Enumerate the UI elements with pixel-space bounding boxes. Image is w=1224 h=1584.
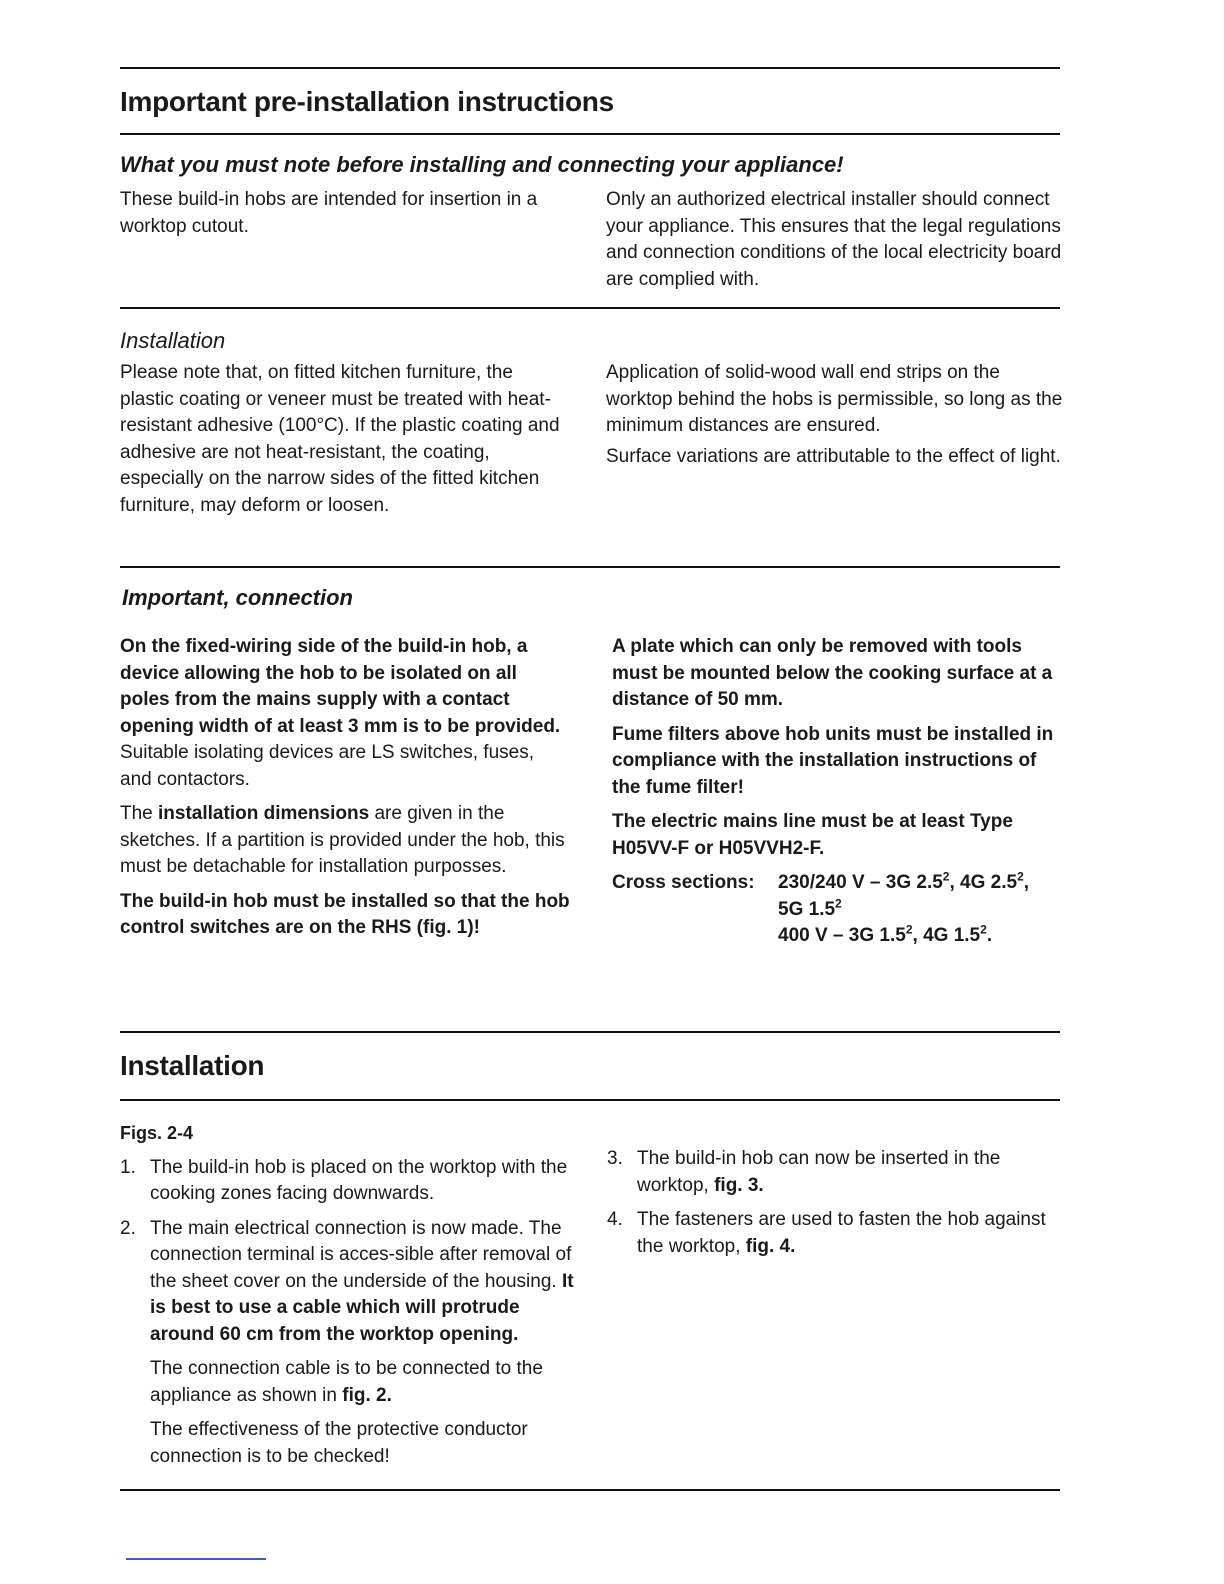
step-4 [607, 1207, 1047, 1260]
step-4-num: 4. [607, 1209, 623, 1230]
step-3-num: 3. [607, 1148, 623, 1169]
connection-left-p2-b: are given in the sketches. If a partition is provided under the hob, this must be detachable for installation purposses. [120, 803, 565, 877]
top-rule [120, 67, 1060, 69]
cross-sections-spacer-2 [612, 897, 778, 924]
cross-sections [612, 870, 1064, 950]
installation-note-heading-block [120, 328, 225, 354]
connection-left-p1-bold: On the fixed-wiring side of the build-in hob, a device allowing the hob to be isolated on all poles from the mains supply with a contact opening width of at least 3 mm is to be provided. [120, 636, 561, 737]
intro-right-text: Only an authorized electrical installer should connect your appliance. This ensures that the legal regulations and connection conditions of the local electricity board are complied with. [606, 189, 1062, 290]
subtitle: What you must note before installing and connecting your appliance! [120, 152, 844, 177]
step-1 [120, 1155, 580, 1208]
cross-line1-c: , [1023, 872, 1030, 893]
section-title-pre-installation [120, 86, 614, 118]
step-2-text-bold: It is best to use a cable which will protrude around 60 cm from the worktop opening. [150, 1270, 574, 1345]
section-title-installation [120, 1050, 264, 1082]
connection-left-p1-rest: Suitable isolating devices are LS switches, fuses, and contactors. [120, 742, 534, 790]
sup-3: 2 [835, 896, 842, 911]
connection-right-p2: Fume filters above hob units must be installed in compliance with the installation instructions of the fume filter! [612, 723, 1054, 798]
cross-sections-row-1 [612, 870, 1064, 897]
footer-mark [126, 1558, 266, 1560]
connection-heading-block [122, 585, 353, 611]
installation-steps-left [120, 1155, 580, 1471]
cross-line3-b: , 4G 1.5 [912, 925, 981, 946]
cross-sections-row-3 [612, 923, 1064, 950]
step-4-text-a: The fasteners are used to fasten the hob against the worktop, [637, 1209, 1046, 1257]
connection-left-p3: The build-in hob must be installed so that the hob control switches are on the RHS (fig. 1)! [120, 890, 570, 938]
connection-right [612, 634, 1064, 950]
installation-title: Installation [120, 1050, 265, 1081]
cross-sections-line-1 [778, 870, 1029, 897]
connection-right-p1: A plate which can only be removed with tools must be mounted below the cooking surface at a distance of 50 mm. [612, 636, 1053, 710]
connection-heading: Important, connection [122, 585, 353, 610]
connection-right-p3: The electric mains line must be at least Type H05VV-F or H05VVH2-F. [612, 811, 1013, 859]
cross-line1-a: 230/240 V – 3G 2.5 [778, 872, 943, 893]
cross-line3-c: . [986, 925, 993, 946]
sup-2: 2 [1017, 869, 1024, 884]
step-3-text-bold: fig. 3. [714, 1174, 764, 1196]
rule-before-connection [120, 566, 1060, 568]
step-2-text-a: The main electrical connection is now made. The connection terminal is acces-sible after removal of the sheet cover on the underside of the housing. [150, 1217, 572, 1292]
sup-4: 2 [905, 922, 913, 937]
cross-sections-label: Cross sections: [612, 872, 755, 893]
step-2-p2 [150, 1356, 580, 1409]
installation-note-left [120, 360, 570, 527]
step-2-p2-a: The connection cable is to be connected to the appliance as shown in [150, 1358, 543, 1406]
step-4-text [637, 1207, 1047, 1260]
rule-under-installation-title [120, 1099, 1060, 1101]
cross-sections-line-3 [778, 923, 992, 950]
installation-left [120, 1120, 580, 1478]
cross-sections-row-2 [612, 897, 1064, 924]
step-2-p2-bold: fig. 2. [342, 1384, 392, 1406]
cross-line1-b: , 4G 2.5 [949, 872, 1018, 893]
cross-sections-spacer-3 [612, 923, 778, 950]
connection-left-p2-bold: installation dimensions [158, 803, 370, 824]
connection-left-p1 [120, 634, 570, 793]
sup-5: 2 [980, 922, 987, 937]
sup-1: 2 [942, 869, 950, 884]
step-3-text-a: The build-in hob can now be inserted in the worktop, [637, 1148, 1001, 1196]
installation-note-right-text-2: Surface variations are attributable to the effect of light. [606, 445, 1061, 467]
step-3 [607, 1146, 1047, 1199]
step-2 [120, 1216, 580, 1471]
step-2-p3: The effectiveness of the protective conductor connection is to be checked! [150, 1419, 528, 1467]
connection-left-p2-a: The [120, 803, 159, 824]
intro-left-text: These build-in hobs are intended for insertion in a worktop cutout. [120, 189, 538, 237]
subtitle-block [120, 152, 844, 178]
page-title: Important pre-installation instructions [120, 86, 614, 117]
installation-steps-right [607, 1146, 1047, 1260]
installation-right [607, 1146, 1047, 1268]
connection-left-p2 [120, 801, 570, 881]
cross-line2: 5G 1.5 [778, 898, 836, 920]
step-2-num: 2. [120, 1217, 136, 1239]
installation-note-right [606, 360, 1064, 478]
rule-before-installation [120, 1031, 1060, 1033]
cross-line3-a: 400 V – 3G 1.5 [778, 925, 906, 946]
step-3-text [637, 1146, 1047, 1199]
installation-note-left-text: Please note that, on fitted kitchen furniture, the plastic coating or veneer must be treated with heat-resistant adhesive (100°C). If the plastic coating and adhesive are not heat-resistant, the coating, especially on the narrow sides of the fitted kitchen furniture, may deform or loosen. [120, 362, 560, 516]
connection-left [120, 634, 570, 950]
rule-under-title [120, 133, 1060, 135]
rule-before-installation-note [120, 307, 1060, 309]
installation-note-heading: Installation [120, 328, 226, 353]
step-4-text-bold: fig. 4. [745, 1235, 796, 1257]
step-2-text [150, 1216, 580, 1349]
bottom-rule [120, 1489, 1060, 1491]
intro-right [606, 187, 1062, 301]
cross-sections-line-2 [778, 897, 842, 924]
step-1-text: The build-in hob is placed on the worktop with the cooking zones facing downwards. [150, 1156, 568, 1204]
intro-left [120, 187, 570, 248]
figs-label: Figs. 2-4 [120, 1123, 194, 1143]
installation-note-right-text-1: Application of solid-wood wall end strips on the worktop behind the hobs is permissible, so long as the minimum distances are ensured. [606, 362, 1063, 436]
step-1-num: 1. [120, 1156, 136, 1178]
